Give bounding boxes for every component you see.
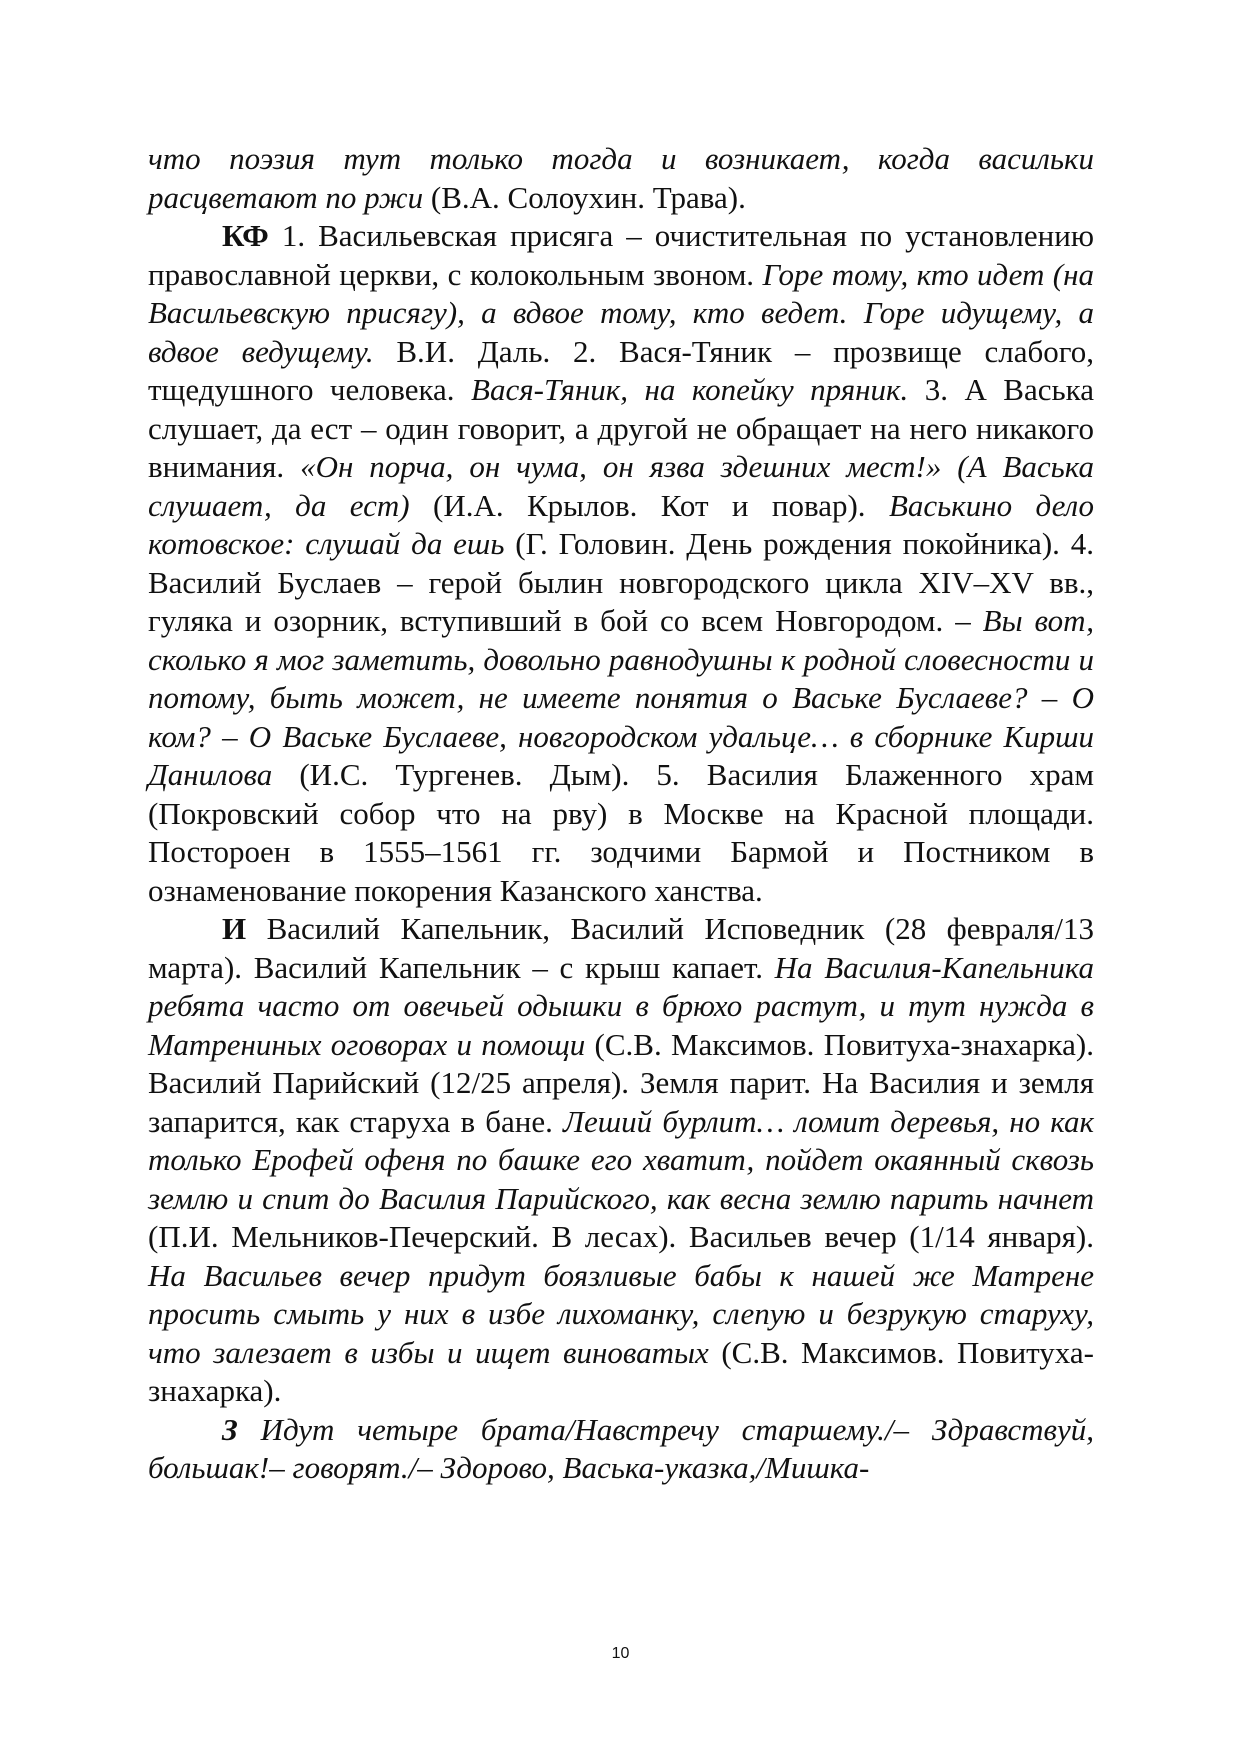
quote: Васькино дело котовское: слушай да ешь bbox=[148, 487, 1094, 561]
text: (С.В. Максимов. Повитуха-знахарка). Василий Парийский (12/25 апреля). Земля парит. На Василия и земля запарится, как старуха в бане. bbox=[148, 1026, 1094, 1139]
citation: (С.В. Максимов. Повитуха-знахарка). bbox=[148, 1334, 1094, 1408]
text: 3. А Васька слушает, да ест – один говорит, а другой не обращает на него никакого внимания. bbox=[148, 372, 1094, 484]
quote: «Он порча, он чума, он язва здешних мест!» (А Васька слушает, да ест) bbox=[148, 449, 1095, 523]
text: (И.С. Тургенев. Дым). 5. Василия Блаженного храм (Покровский собор что на рву) в Москве на Красной площади. Посторoен в 1555–1561 гг. зодчими Бармой и Постником в ознаменование покорения Казанского ханства. bbox=[148, 757, 1094, 908]
text: (П.И. Мельников-Печерский. В лесах). Васильев вечер (1/14 января). bbox=[148, 1219, 1094, 1254]
riddle bbox=[148, 1412, 1094, 1486]
quote: На Василия-Капельника ребята часто от овечьей одышки в брюхо растут, и тут нужда в Матрениных оговорах и помощи bbox=[148, 949, 1094, 1062]
section-label-z: З bbox=[222, 1411, 238, 1447]
document-body bbox=[148, 140, 1094, 1488]
section-label-i: И bbox=[222, 911, 247, 946]
quote: На Васильев вечер придут боязливые бабы к нашей же Матрене просить смыть у них в избе лихоманку, слепую и безрукую старуху, что залезает в избы и ищет виноватых bbox=[148, 1257, 1094, 1370]
quote: что поэзия тут только тогда и возникает, когда васильки расцветают по ржи bbox=[148, 141, 1094, 215]
riddle-text: Идут четыре брата/Навстречу старшему./– Здравствуй, большак!– говорят./– Здорово, Васька-указка,/Мишка- bbox=[148, 1411, 1094, 1485]
citation: (И.А. Крылов. Кот и повар). bbox=[409, 487, 889, 523]
citation: (В.А. Солоухин. Трава). bbox=[423, 179, 746, 215]
text: Василий Капельник, Василий Исповедник (28 февраля/13 марта). Василий Капельник – с крыш капает. bbox=[148, 911, 1094, 985]
text: В.И. Даль. 2. Вася-Тяник – прозвище слабого, тщедушного человека. bbox=[148, 333, 1094, 407]
quote: – Вы вот, сколько я мог заметить, довольно равнодушны к родной словесности и потому, быть может, не имеете понятия о Ваське Буслаеве? – О ком? – О Ваське Буслаеве, новгородском удальце… в сборнике Кирши Данилова bbox=[148, 603, 1094, 792]
paragraph-1 bbox=[148, 140, 1094, 217]
paragraph-kf bbox=[148, 217, 1094, 910]
text: 1. Васильевская присяга – очистительная по установлению православной церкви, с колокольным звоном. bbox=[148, 218, 1094, 292]
quote: Вася-Тяник, на копейку пряник. bbox=[471, 372, 909, 407]
paragraph-z bbox=[148, 1411, 1094, 1488]
text: (Г. Головин. День рождения покойника). 4. Василий Буслаев – герой былин новгородского цикла XIV–XV вв., гуляка и озорник, вступивший в бой со всем Новгородом. bbox=[148, 526, 1094, 638]
quote: Леший бурлит… ломит деревья, но как только Ерофей офеня по башке его хватит, пойдет окаянный сквозь землю и спит до Василия Парийского, как весна землю парить начнет bbox=[148, 1103, 1094, 1216]
paragraph-i bbox=[148, 910, 1094, 1411]
page-number: 10 bbox=[611, 1645, 630, 1662]
section-label-kf: КФ bbox=[222, 218, 269, 253]
quote: Горе тому, кто идет (на Васильевскую присягу), а вдвое тому, кто ведет. Горе идущему, а вдвое ведущему. bbox=[148, 256, 1094, 369]
